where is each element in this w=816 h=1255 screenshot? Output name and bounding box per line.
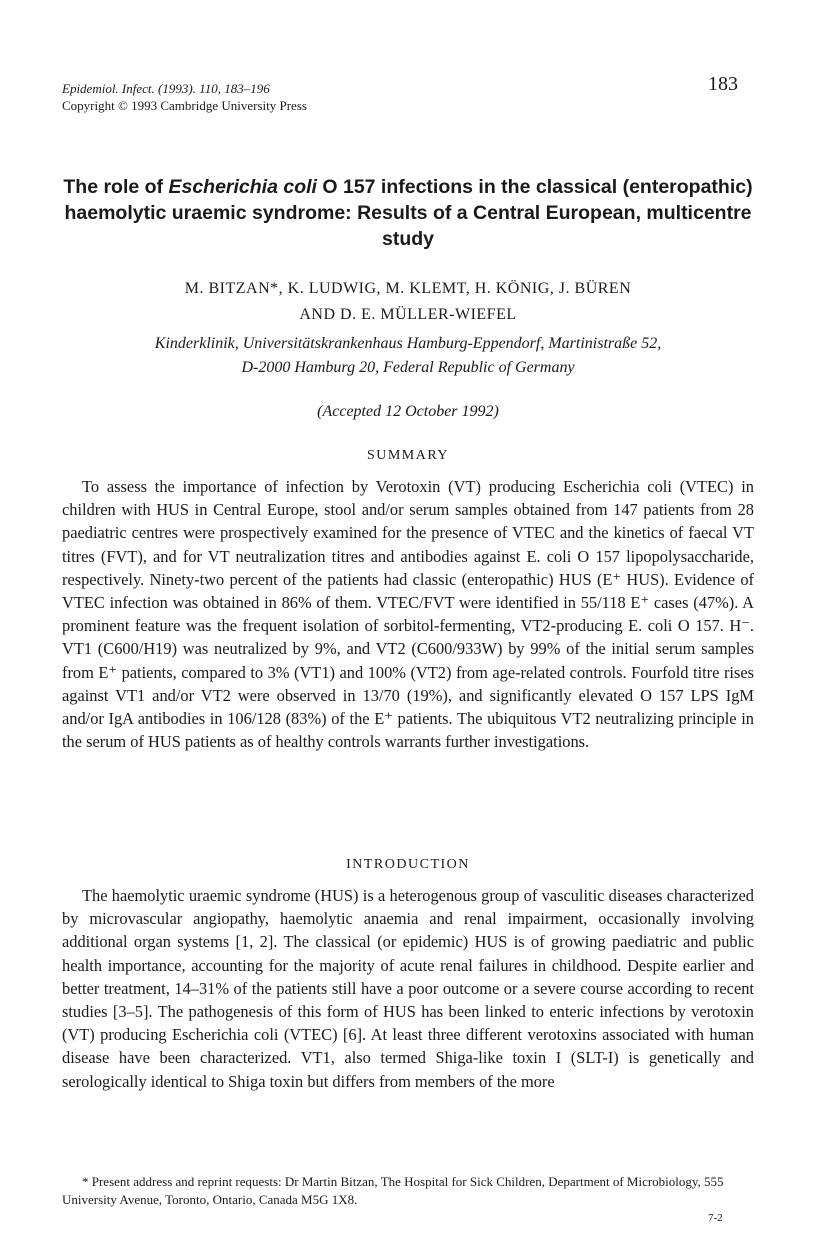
page-number: 183 xyxy=(708,73,738,95)
summary-paragraph: To assess the importance of infection by Verotoxin (VT) producing Escherichia coli (VTEC) in children with HUS in Central Europe, stool and/or serum samples obtained from 147 patients from 28 paediatric centres were prospectively examined for the presence of VTEC and the kinetics of faecal VT titres (FVT), and for VT neutralization titres and antibodies against E. coli O 157 lipopolysaccharide, respectively. Ninety-two percent of the patients had classic (enteropathic) HUS (E⁺ HUS). Evidence of VTEC infection was obtained in 86% of them. VTEC/FVT were identified in 55/118 E⁺ cases (47%). A prominent feature was the frequent isolation of sorbitol-fermenting, VT2-producing E. coli O 157. H⁻. VT1 (C600/H19) was neutralized by 9%, and VT2 (C600/933W) by 99% of the initial serum samples from E⁺ patients, compared to 3% (VT1) and 100% (VT2) from age-related controls. Fourfold titre rises against VT1 and/or VT2 were observed in 13/70 (19%), and significantly elevated O 157 LPS IgM and/or IgA antibodies in 106/128 (83%) of the E⁺ patients. The ubiquitous VT2 neutralizing principle in the serum of HUS patients as of healthy controls warrants further investigations. xyxy=(62,477,754,752)
journal-citation: Epidemiol. Infect. (1993). 110, 183–196 xyxy=(62,81,270,96)
summary-heading: SUMMARY xyxy=(366,448,450,463)
affiliation-line-1: Kinderklinik, Universitätskrankenhaus Hamburg-Eppendorf, Martinistraße 52, xyxy=(154,335,662,352)
introduction-paragraph: The haemolytic uraemic syndrome (HUS) is a heterogenous group of vasculitic diseases characterized by microvascular angiopathy, haemolytic anaemia and renal impairment, occasionally involving additional organ systems [1, 2]. The classical (or epidemic) HUS is of growing paediatric and public health importance, accounting for the majority of acute renal failures in childhood. Despite earlier and better treatment, 14–31% of the patients still have a poor outcome or a severe course according to recent studies [3–5]. The pathogenesis of this form of HUS has been linked to enteric infections by verotoxin (VT) producing Escherichia coli (VTEC) [6]. At least three different verotoxins associated with human disease have been characterized. VT1, also termed Shiga-like toxin I (SLT-I) is genetically and serologically identical to Shiga toxin but differs from members of the more xyxy=(62,886,754,1091)
footnote: * Present address and reprint requests: Dr Martin Bitzan, The Hospital for Sick Children, Department of Microbiology, 555 University Avenue, Toronto, Ontario, Canada M5G 1X8. xyxy=(62,1174,724,1207)
copyright-line: Copyright © 1993 Cambridge University Press xyxy=(62,98,307,113)
accepted-date: (Accepted 12 October 1992) xyxy=(317,403,499,420)
author-list xyxy=(62,276,754,328)
authors-line-2: AND D. E. MÜLLER-WIEFEL xyxy=(299,306,517,323)
species-name: Escherichia coli xyxy=(168,176,317,198)
introduction-heading: INTRODUCTION xyxy=(346,857,470,872)
article-title: The role of Escherichia coli O 157 infections in the classical (enteropathic) haemolytic uraemic syndrome: Results of a Central European, multicentre study xyxy=(63,176,753,250)
signature-mark: 7-2 xyxy=(708,1212,723,1224)
affiliation-line-2: D-2000 Hamburg 20, Federal Republic of Germany xyxy=(241,359,575,376)
affiliation xyxy=(62,332,754,380)
authors-line-1: M. BITZAN*, K. LUDWIG, M. KLEMT, H. KÖNIG, J. BÜREN xyxy=(184,280,632,297)
running-header xyxy=(62,73,738,114)
